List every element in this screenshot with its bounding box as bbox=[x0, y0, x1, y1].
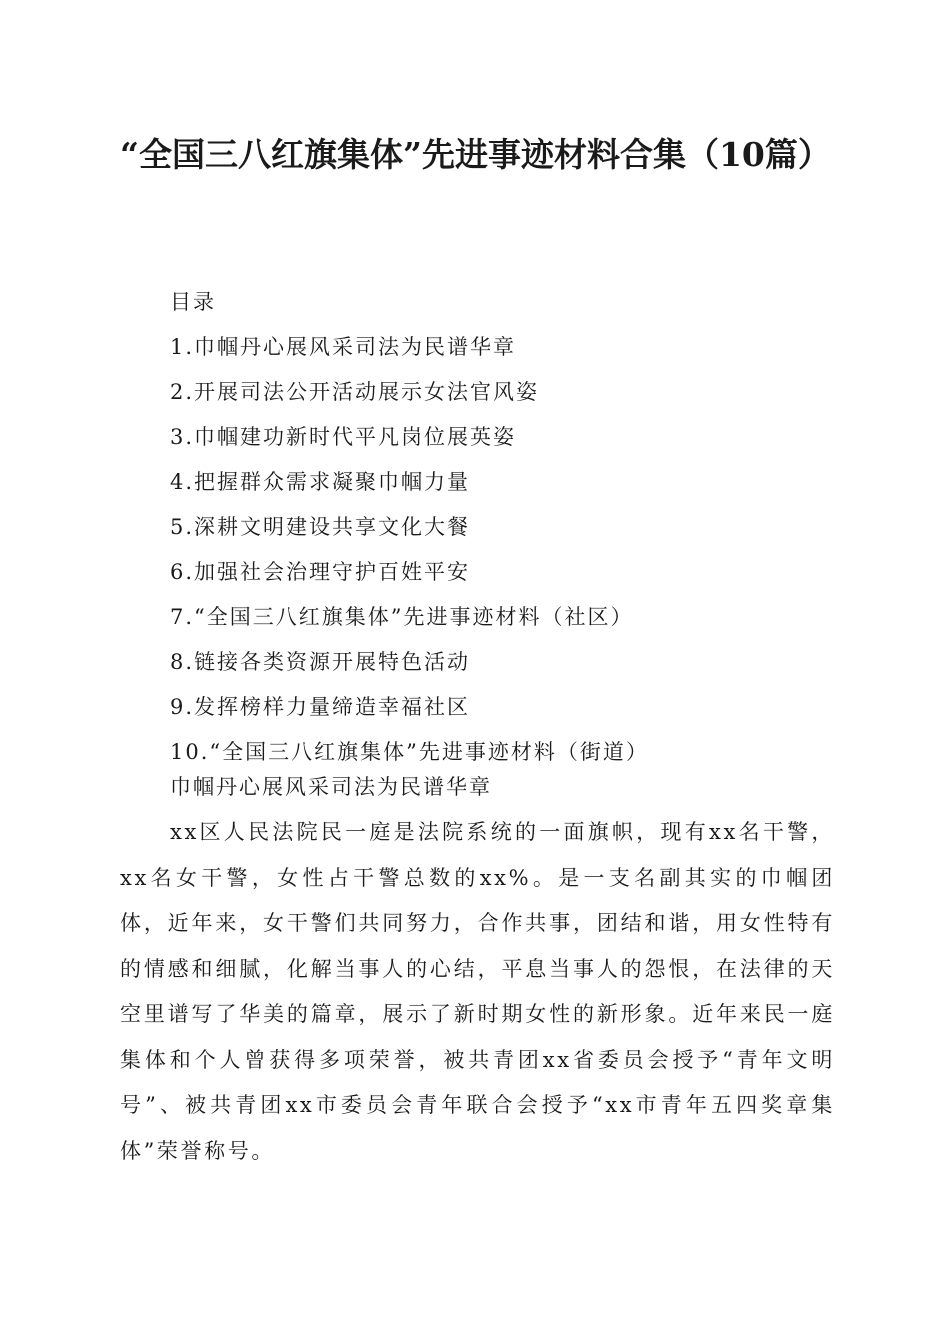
toc-item-2: 2.开展司法公开活动展示女法官风姿 bbox=[170, 380, 540, 404]
table-of-contents bbox=[170, 280, 649, 775]
toc-item-1: 1.巾帼丹心展风采司法为民谱华章 bbox=[170, 335, 517, 359]
toc-item-8: 8.链接各类资源开展特色活动 bbox=[170, 650, 471, 674]
toc-item-4: 4.把握群众需求凝聚巾帼力量 bbox=[170, 470, 471, 494]
toc-item-7: 7.“全国三八红旗集体”先进事迹材料（社区） bbox=[170, 605, 634, 629]
section-heading: 巾帼丹心展风采司法为民谱华章 bbox=[170, 775, 492, 799]
body-paragraph: xx区人民法院民一庭是法院系统的一面旗帜，现有xx名干警，xx名女干警，女性占干警总数的xx%。是一支名副其实的巾帼团体，近年来，女干警们共同努力，合作共事，团结和谐，用女性特有的情感和细腻，化解当事人的心结，平息当事人的怨恨，在法律的天空里谱写了华美的篇章，展示了新时期女性的新形象。近年来民一庭集体和个人曾获得多项荣誉，被共青团xx省委员会授予“青年文明号”、被共青团xx市委员会青年联合会授予“xx市青年五四奖章集体”荣誉称号。 bbox=[120, 820, 835, 1163]
document-title: “全国三八红旗集体”先进事迹材料合集（10篇） bbox=[120, 135, 831, 174]
toc-item-5: 5.深耕文明建设共享文化大餐 bbox=[170, 515, 471, 539]
toc-item-10: 10.“全国三八红旗集体”先进事迹材料（街道） bbox=[170, 740, 649, 764]
toc-item-3: 3.巾帼建功新时代平凡岗位展英姿 bbox=[170, 425, 517, 449]
toc-item-6: 6.加强社会治理守护百姓平安 bbox=[170, 560, 471, 584]
toc-heading: 目录 bbox=[170, 290, 216, 314]
toc-item-9: 9.发挥榜样力量缔造幸福社区 bbox=[170, 695, 471, 719]
